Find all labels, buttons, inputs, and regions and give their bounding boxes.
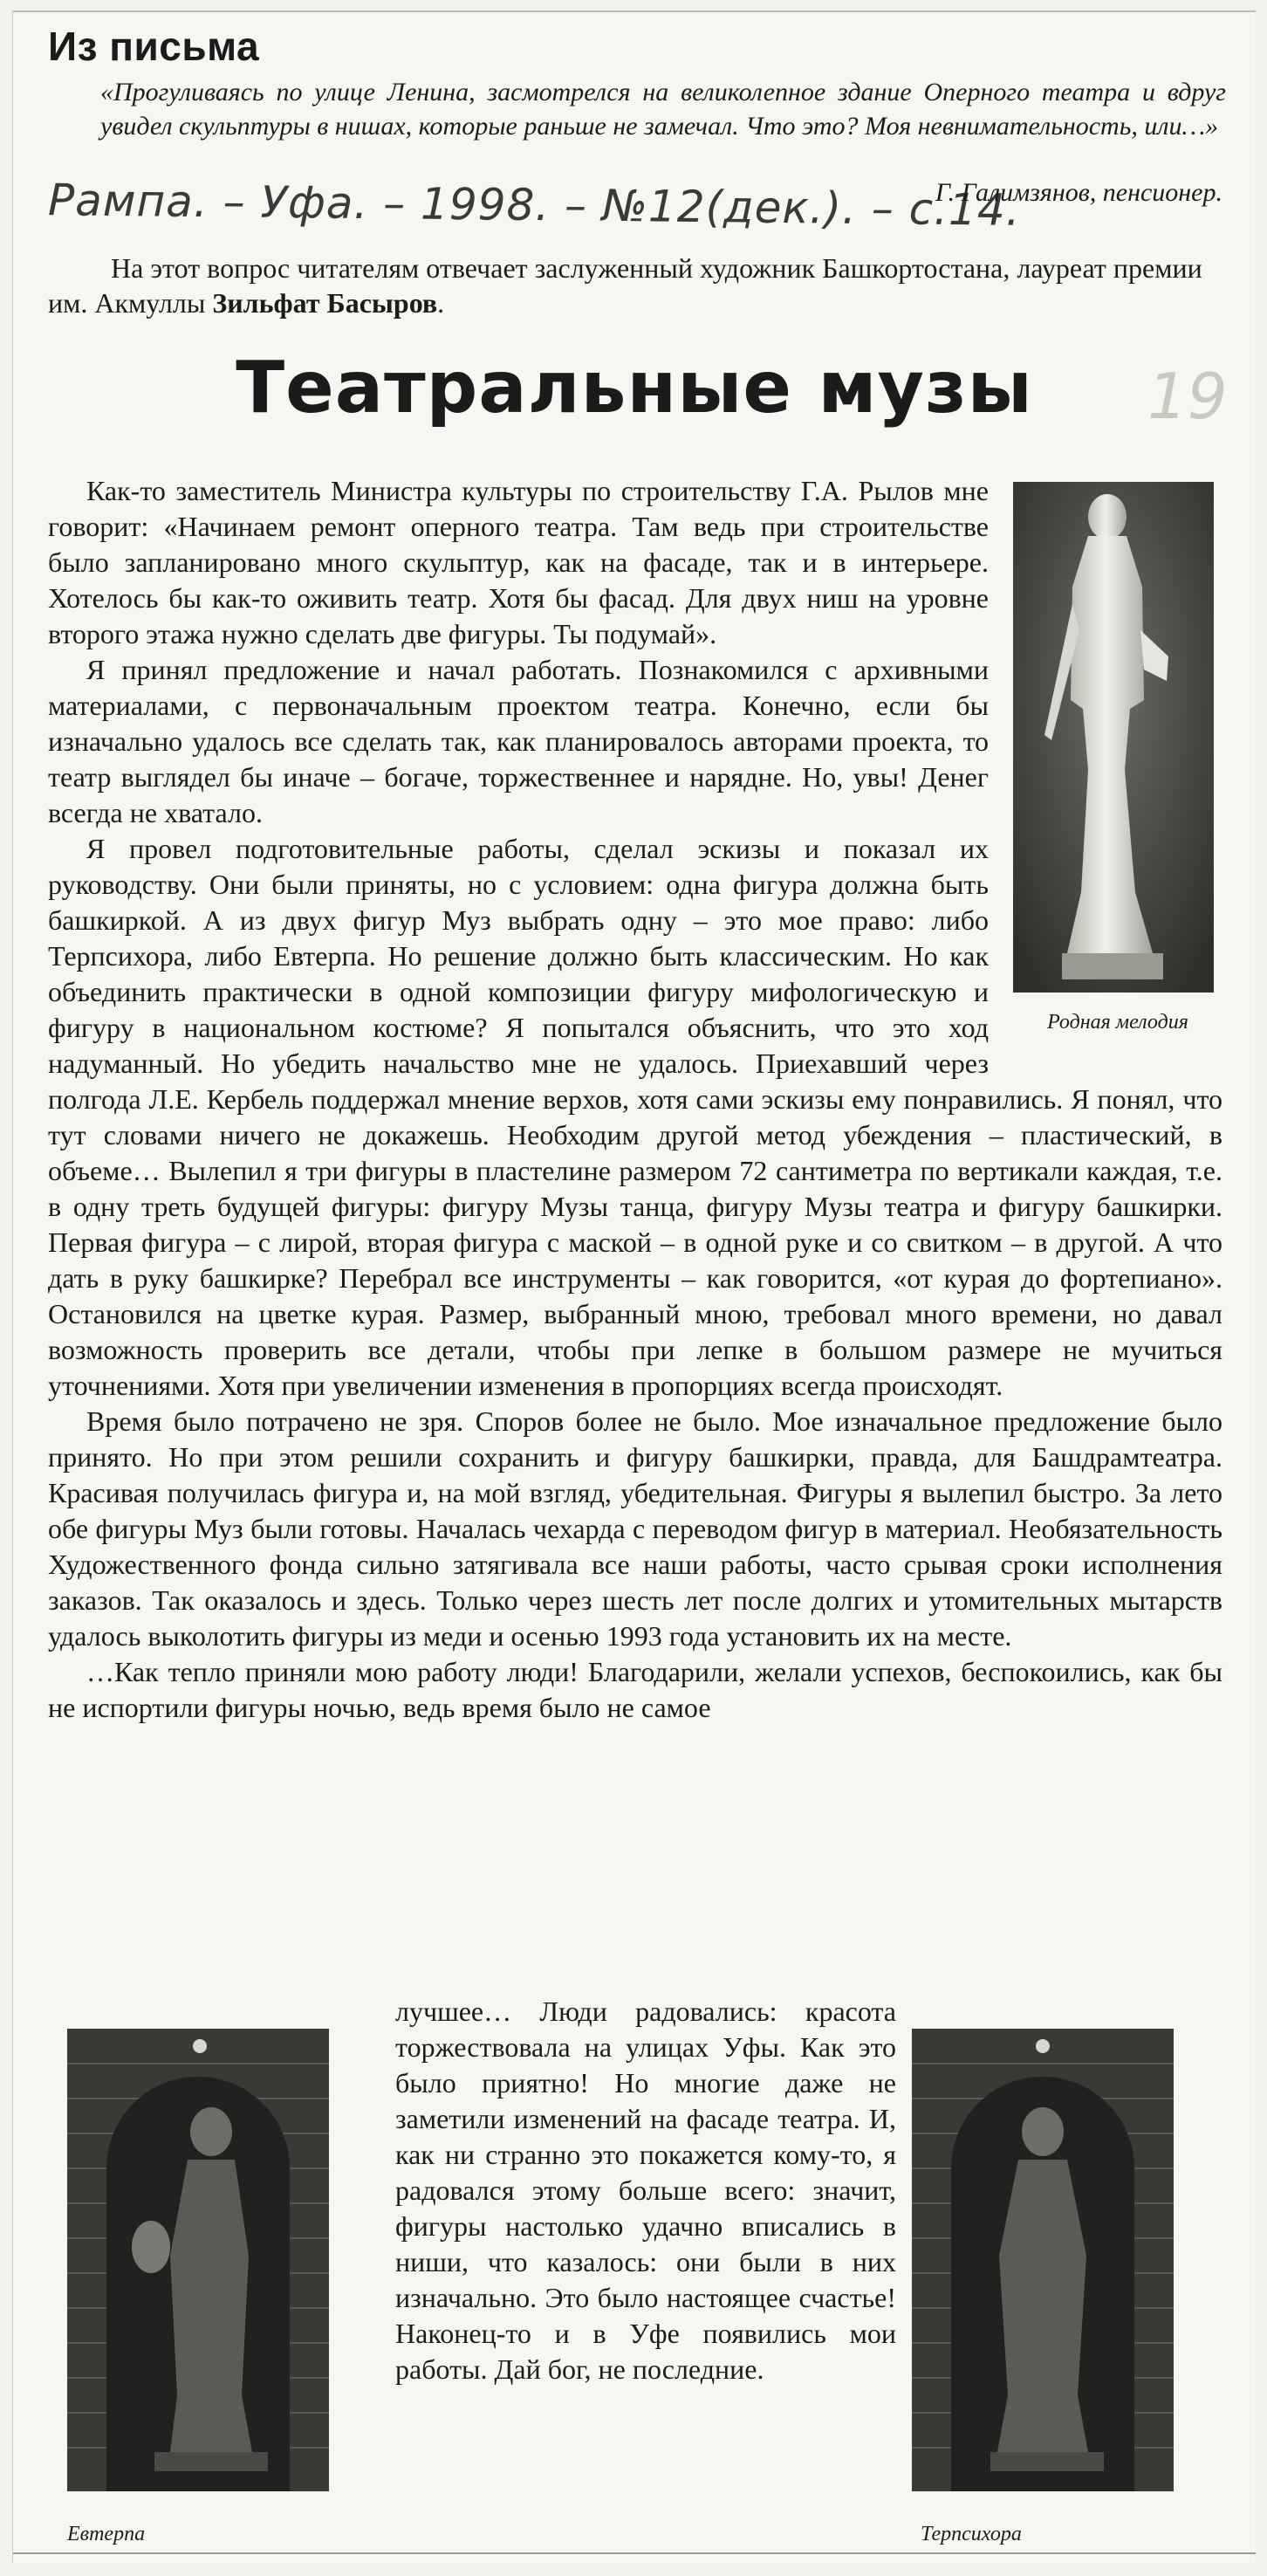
intro-text: На этот вопрос читателям отвечает заслуженный художник Башкортостана, лауреат премии им. Акмуллы bbox=[48, 252, 1202, 319]
caption-rodnaya-melodiya: Родная мелодия bbox=[1047, 1011, 1188, 1034]
newspaper-page bbox=[12, 10, 1256, 2564]
statue-photo-rodnaya-melodiya bbox=[1013, 482, 1214, 993]
photo-terpsichore bbox=[912, 2029, 1174, 2496]
paragraph: Как-то заместитель Министра культуры по строительству Г.А. Рылов мне говорит: «Начинаем ремонт оперного театра. Там ведь при строительстве было запланировано много скульптур, как на фасаде, так и в интерьере. Хотелось бы как-то оживить театр. Хотя бы фасад. Для двух ниш на уровне второго этажа нужно сделать две фигуры. Ты подумай». bbox=[48, 475, 989, 649]
paragraph: Время было потрачено не зря. Споров более не было. Мое изначальное предложение было принято. Но при этом решили сохранить и фигуру башкирки, правда, для Башдрамтеатра. Красивая получилась фигура и, на мой взгляд, убедительная. Фигуры я вылепил быстро. За лето обе фигуры Муз были готовы. Началась чехарда с переводом фигур в материал. Необязательность Художественного фонда сильно затягивала все наши работы, часто срывая сроки исполнения заказов. Так оказалось и здесь. Только через шесть лет после долгих и утомительных мытарств удалось выколотить фигуры из меди и осенью 1993 года установить их на месте. bbox=[48, 1405, 1222, 1652]
photo-rodnaya-melodiya-figure bbox=[1013, 482, 1222, 1048]
rubric-heading: Из письма bbox=[48, 24, 260, 69]
photo-euterpe bbox=[67, 2029, 329, 2496]
handwritten-citation: Рампа. – Уфа. – 1998. – №12(дек.). – с.14. bbox=[47, 175, 1021, 236]
article-headline: Театральные музы bbox=[236, 347, 1033, 429]
intro-author: Зильфат Басыров bbox=[212, 287, 438, 319]
top-rule bbox=[13, 10, 1256, 12]
caption-euterpe: Евтерпа bbox=[67, 2523, 146, 2545]
paragraph: Я принял предложение и начал работать. Познакомился с архивными материалами, с первоначальным проектом театра. Конечно, если бы изначально удалось все сделать так, как планировалось авторами проекта, то театр выглядел бы иначе – богаче, торжественнее и нарядне. Но, увы! Денег всегда не хватало. bbox=[48, 654, 989, 828]
closing-paragraph: лучшее… Люди радовались: красота торжествовала на улицах Уфы. Как это было приятно! Но многие даже не заметили изменений на фасаде театра. И, как ни странно это покажется кому-то, я радовался этому больше всего: значит, фигуры настолько удачно вписались в ниши, что казалось: они были в них изначально. Это было настоящее счастье! Наконец-то и в Уфе появились мои работы. Дай бог, не последние. bbox=[395, 1996, 896, 2385]
bottom-rule bbox=[13, 2552, 1256, 2554]
caption-terpsichore: Терпсихора bbox=[921, 2523, 1022, 2545]
intro-end: . bbox=[437, 287, 445, 319]
closing-paragraph-column bbox=[395, 1994, 896, 2387]
terpsichore-niche-illustration bbox=[912, 2029, 1174, 2491]
archive-stamp-number: 19 bbox=[1147, 360, 1228, 433]
reader-signature: Г. Галимзянов, пенсионер. bbox=[935, 178, 1222, 207]
reader-letter-quote: «Прогуливаясь по улице Ленина, засмотрелся на великолепное здание Оперного театра и вдруг увидел скульптуры в нишах, которые раньше не замечал. Что это? Моя невнимательность, или…» bbox=[100, 78, 1226, 141]
paragraph: Я провел подготовительные работы, сделал эскизы и показал их руководству. Они были приняты, но с условием: одна фигура должна быть башкиркой. А из двух фигур Муз выбрать одну – это мое право: либо Терпсихора, либо Евтерпа. Но решение должно быть классическим. Но как объединить практически в одной композиции фигуру мифологическую и фигуру в национальном костюме? Я попытался объяснить, что это ход надуманный. Но убедить начальство мне не удалось. Приехавший через полгода Л.Е. Кербель поддержал мнение верхов, хотя сами эскизы ему понравились. Я понял, что тут словами ничего не докажешь. Необходим другой метод убеждения – пластический, в объеме… Вылепил я три фигуры в пластелине размером 72 сантиметра по вертикали каждая, т.е. в одну треть будущей фигуры: фигуру Музы танца, фигуру Музы театра и фигуру башкирки. Первая фигура – с лирой, вторая фигура с маской – в одной руке и со свитком – в другой. А что дать в руку башкирке? Перебрал все инструменты – как говорится, «от курая до фортепиано». Остановился на цветке курая. Размер, выбранный мною, требовал много времени, но давал возможность проверить все детали, чтобы при лепке в большом размере не мучиться уточнениями. Хотя при увеличении изменения в пропорциях всегда происходят. bbox=[48, 833, 1222, 1401]
statue-illustration bbox=[1013, 482, 1214, 993]
paragraph: …Как тепло приняли мою работу люди! Благодарили, желали успехов, беспокоились, как бы не испортили фигуры ночью, ведь время было не самое bbox=[48, 1656, 1222, 1723]
euterpe-niche-illustration bbox=[67, 2029, 329, 2491]
article-body bbox=[48, 473, 1222, 1726]
intro-paragraph bbox=[48, 251, 1217, 320]
